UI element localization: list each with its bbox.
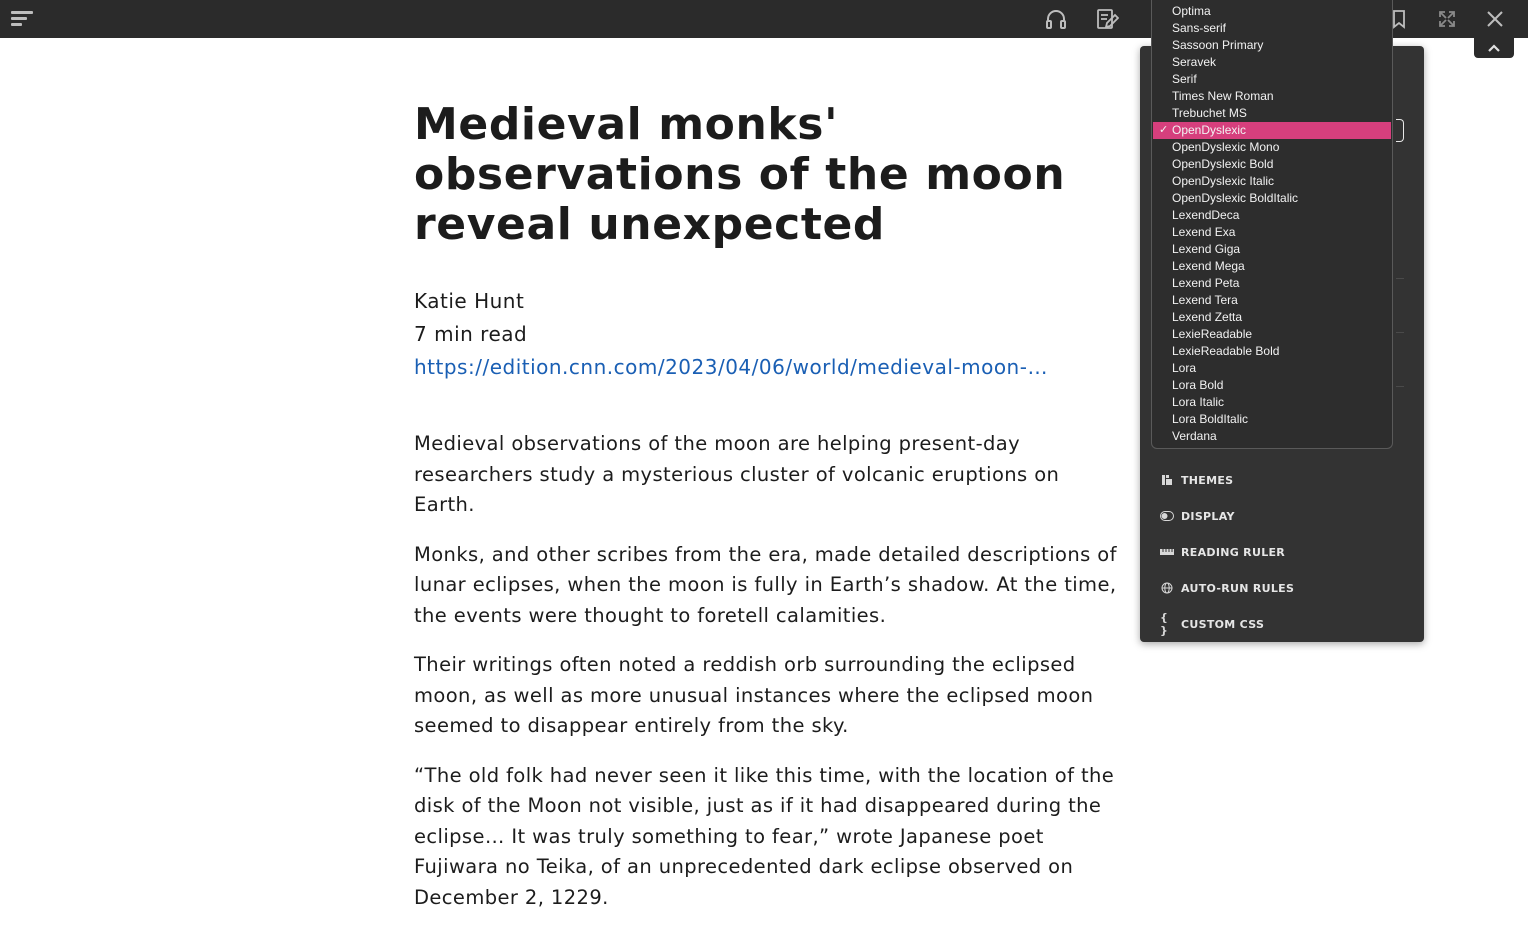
section-label: CUSTOM CSS [1181,617,1265,631]
braces-icon: { } [1160,611,1169,637]
article-meta [414,285,1124,384]
font-option[interactable] [1152,54,1392,71]
font-option[interactable] [1152,71,1392,88]
font-option-label: LexendDeca [1172,208,1240,222]
section-reading-ruler[interactable] [1160,542,1285,562]
panel-divider [1396,278,1404,279]
font-option-label: Lora Bold [1172,378,1224,392]
font-option-label: OpenDyslexic Bold [1172,157,1274,171]
font-option-label: Lexend Exa [1172,225,1236,239]
font-option[interactable] [1152,292,1392,309]
font-option[interactable] [1152,20,1392,37]
font-option[interactable] [1152,428,1392,445]
article-paragraph: Their writings often noted a reddish orb surrounding the eclipsed moon, as well as more unusual instances where the eclipsed moon seemed to disappear entirely from the sky. [414,653,1094,737]
font-option[interactable] [1152,343,1392,360]
font-option-label: Lora Italic [1172,395,1225,409]
chevron-up-icon [1487,38,1501,57]
font-option[interactable] [1152,275,1392,292]
font-option[interactable] [1152,3,1392,20]
font-option-label: Lexend Zetta [1172,310,1243,324]
font-option[interactable] [1152,224,1392,241]
font-option-label: Trebuchet MS [1172,106,1247,120]
font-option[interactable] [1152,139,1392,156]
font-option-label: Lora BoldItalic [1172,412,1249,426]
font-option[interactable] [1152,173,1392,190]
font-option[interactable] [1152,258,1392,275]
font-option-selected[interactable] [1153,122,1391,139]
font-option-label: Lora [1172,361,1197,375]
font-option[interactable] [1152,241,1392,258]
font-dropdown-list[interactable] [1151,0,1393,449]
checkmark-icon: ✓ [1159,124,1169,136]
collapse-panel-button[interactable] [1474,36,1514,58]
article-paragraph: “The old folk had never seen it like this time, with the location of the disk of the Moon not visible, just as if it had disappeared during the eclipse… It was truly something to fear,” wrote Japanese poet Fujiwara no Teika, of an unprecedented dark eclipse observed on December 2, 1229. [414,763,1115,909]
article [414,100,1124,932]
section-label: THEMES [1181,473,1234,487]
font-option-label: Times New Roman [1172,89,1274,103]
section-custom-css[interactable] [1160,611,1265,637]
section-themes[interactable] [1160,470,1233,490]
close-icon[interactable] [1482,6,1508,32]
section-auto-run-rules[interactable] [1160,578,1294,598]
article-paragraph: Monks, and other scribes from the era, made detailed descriptions of lunar eclipses, when the moon is fully in Earth’s shadow. At the time, the events were thought to foretell calamities. [414,542,1117,627]
article-body [414,429,1124,913]
article-source-link[interactable]: https://edition.cnn.com/2023/04/06/world/medieval-moon-… [414,355,1048,379]
section-label: READING RULER [1181,545,1286,559]
font-option[interactable] [1152,105,1392,122]
themes-icon [1160,473,1174,487]
font-option-label: OpenDyslexic Mono [1172,140,1280,154]
font-option-label: LexieReadable Bold [1172,344,1280,358]
font-option-label: OpenDyslexic [1172,123,1247,137]
edit-note-icon[interactable] [1094,6,1120,32]
font-option-label: OpenDyslexic Italic [1172,174,1275,188]
font-option-label: Sassoon Primary [1172,38,1264,52]
section-display[interactable] [1160,506,1235,526]
font-option-label: LexieReadable [1172,327,1253,341]
font-option[interactable] [1152,88,1392,105]
menu-icon[interactable] [9,6,35,32]
panel-divider [1396,386,1404,387]
article-read-time: 7 min read [414,322,528,346]
font-option[interactable] [1152,190,1392,207]
font-option-label: Verdana [1172,429,1217,443]
font-option-label: Optima [1172,4,1211,18]
panel-divider [1396,332,1404,333]
font-option-label: Lexend Tera [1172,293,1238,307]
font-option-label: Lexend Mega [1172,259,1245,273]
toggle-icon [1160,509,1174,523]
article-title: Medieval monks' observations of the moon reveal unexpected [414,99,1066,250]
font-option[interactable] [1152,411,1392,428]
article-paragraph: Medieval observations of the moon are helping present-day researchers study a mysterious cluster of volcanic eruptions on Earth. [414,432,1060,516]
font-option-label: Serif [1172,72,1197,86]
headphones-icon[interactable] [1043,6,1069,32]
section-label: DISPLAY [1181,509,1235,523]
font-option-label: Seravek [1172,55,1217,69]
font-option[interactable] [1152,377,1392,394]
font-option-label: Lexend Peta [1172,276,1240,290]
globe-icon [1160,581,1174,595]
font-option[interactable] [1152,156,1392,173]
font-option-label: Lexend Giga [1172,242,1241,256]
section-label: AUTO-RUN RULES [1181,581,1295,595]
font-option[interactable] [1152,360,1392,377]
font-option[interactable] [1152,207,1392,224]
article-author: Katie Hunt [414,289,525,313]
font-select[interactable] [1396,119,1404,142]
ruler-icon [1160,545,1174,559]
font-option-label: OpenDyslexic BoldItalic [1172,191,1299,205]
fullscreen-icon[interactable] [1434,6,1460,32]
font-option-label: Sans-serif [1172,21,1227,35]
font-option[interactable] [1152,309,1392,326]
font-option[interactable] [1152,394,1392,411]
font-option[interactable] [1152,37,1392,54]
font-option[interactable] [1152,326,1392,343]
